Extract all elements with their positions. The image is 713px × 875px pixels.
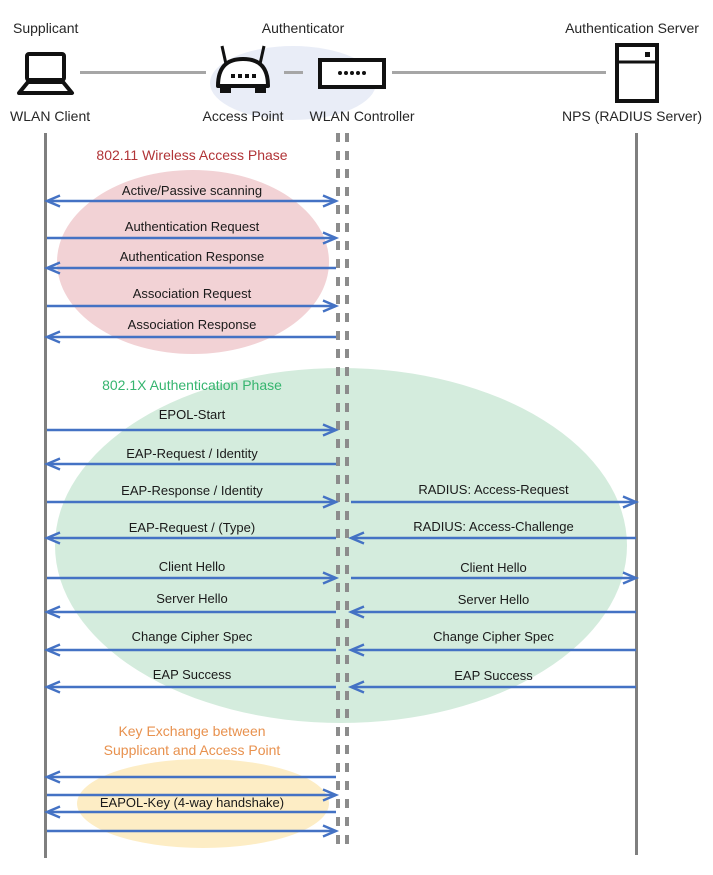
link-client-ap <box>80 71 206 74</box>
message-active-passive-scanning: Active/Passive scanning <box>121 183 263 198</box>
laptop-icon <box>12 51 78 97</box>
device-access-point: Access Point <box>202 108 284 124</box>
message-epol-start: EPOL-Start <box>158 407 226 422</box>
message-radius-access-request: RADIUS: Access-Request <box>418 482 569 497</box>
message-eap-request-identity: EAP-Request / Identity <box>126 446 258 461</box>
message-eap-success-right: EAP Success <box>454 668 533 683</box>
phase-title-key-exchange <box>47 722 337 760</box>
role-authentication-server: Authentication Server <box>565 20 699 36</box>
message-authentication-request: Authentication Request <box>124 219 260 234</box>
phase-title-80211-wireless-access: 802.11 Wireless Access Phase <box>96 147 288 163</box>
role-supplicant: Supplicant <box>13 20 79 36</box>
link-controller-server <box>392 71 606 74</box>
message-authentication-response: Authentication Response <box>119 249 265 264</box>
phase-title-key-exchange-line1: Key Exchange between <box>118 723 266 739</box>
message-eap-request-type: EAP-Request / (Type) <box>128 520 256 535</box>
message-association-response: Association Response <box>127 317 257 332</box>
message-server-hello-right: Server Hello <box>457 592 530 607</box>
device-wlan-client: WLAN Client <box>10 108 91 124</box>
device-nps-radius-server: NPS (RADIUS Server) <box>561 108 703 124</box>
message-client-hello-right: Client Hello <box>460 560 527 575</box>
message-client-hello-left: Client Hello <box>158 559 226 574</box>
message-change-cipher-spec-right: Change Cipher Spec <box>433 629 554 644</box>
message-association-request: Association Request <box>132 286 252 301</box>
wlan-controller-icon <box>318 58 386 90</box>
device-wlan-controller: WLAN Controller <box>309 108 415 124</box>
message-eap-success-left: EAP Success <box>152 667 232 682</box>
message-eap-response-identity: EAP-Response / Identity <box>121 483 263 498</box>
server-icon <box>615 43 659 103</box>
message-eapol-key-4way-handshake: EAPOL-Key (4-way handshake) <box>99 795 285 810</box>
lifeline-wlan-controller <box>345 133 349 847</box>
phase-title-key-exchange-line2: Supplicant and Access Point <box>103 742 281 758</box>
message-server-hello-left: Server Hello <box>156 591 228 606</box>
message-change-cipher-spec-left: Change Cipher Spec <box>131 629 253 644</box>
link-ap-controller <box>284 71 303 74</box>
role-authenticator: Authenticator <box>261 20 345 36</box>
access-point-icon <box>211 44 275 102</box>
phase-title-8021x-authentication: 802.1X Authentication Phase <box>102 377 282 393</box>
message-radius-access-challenge: RADIUS: Access-Challenge <box>413 519 574 534</box>
